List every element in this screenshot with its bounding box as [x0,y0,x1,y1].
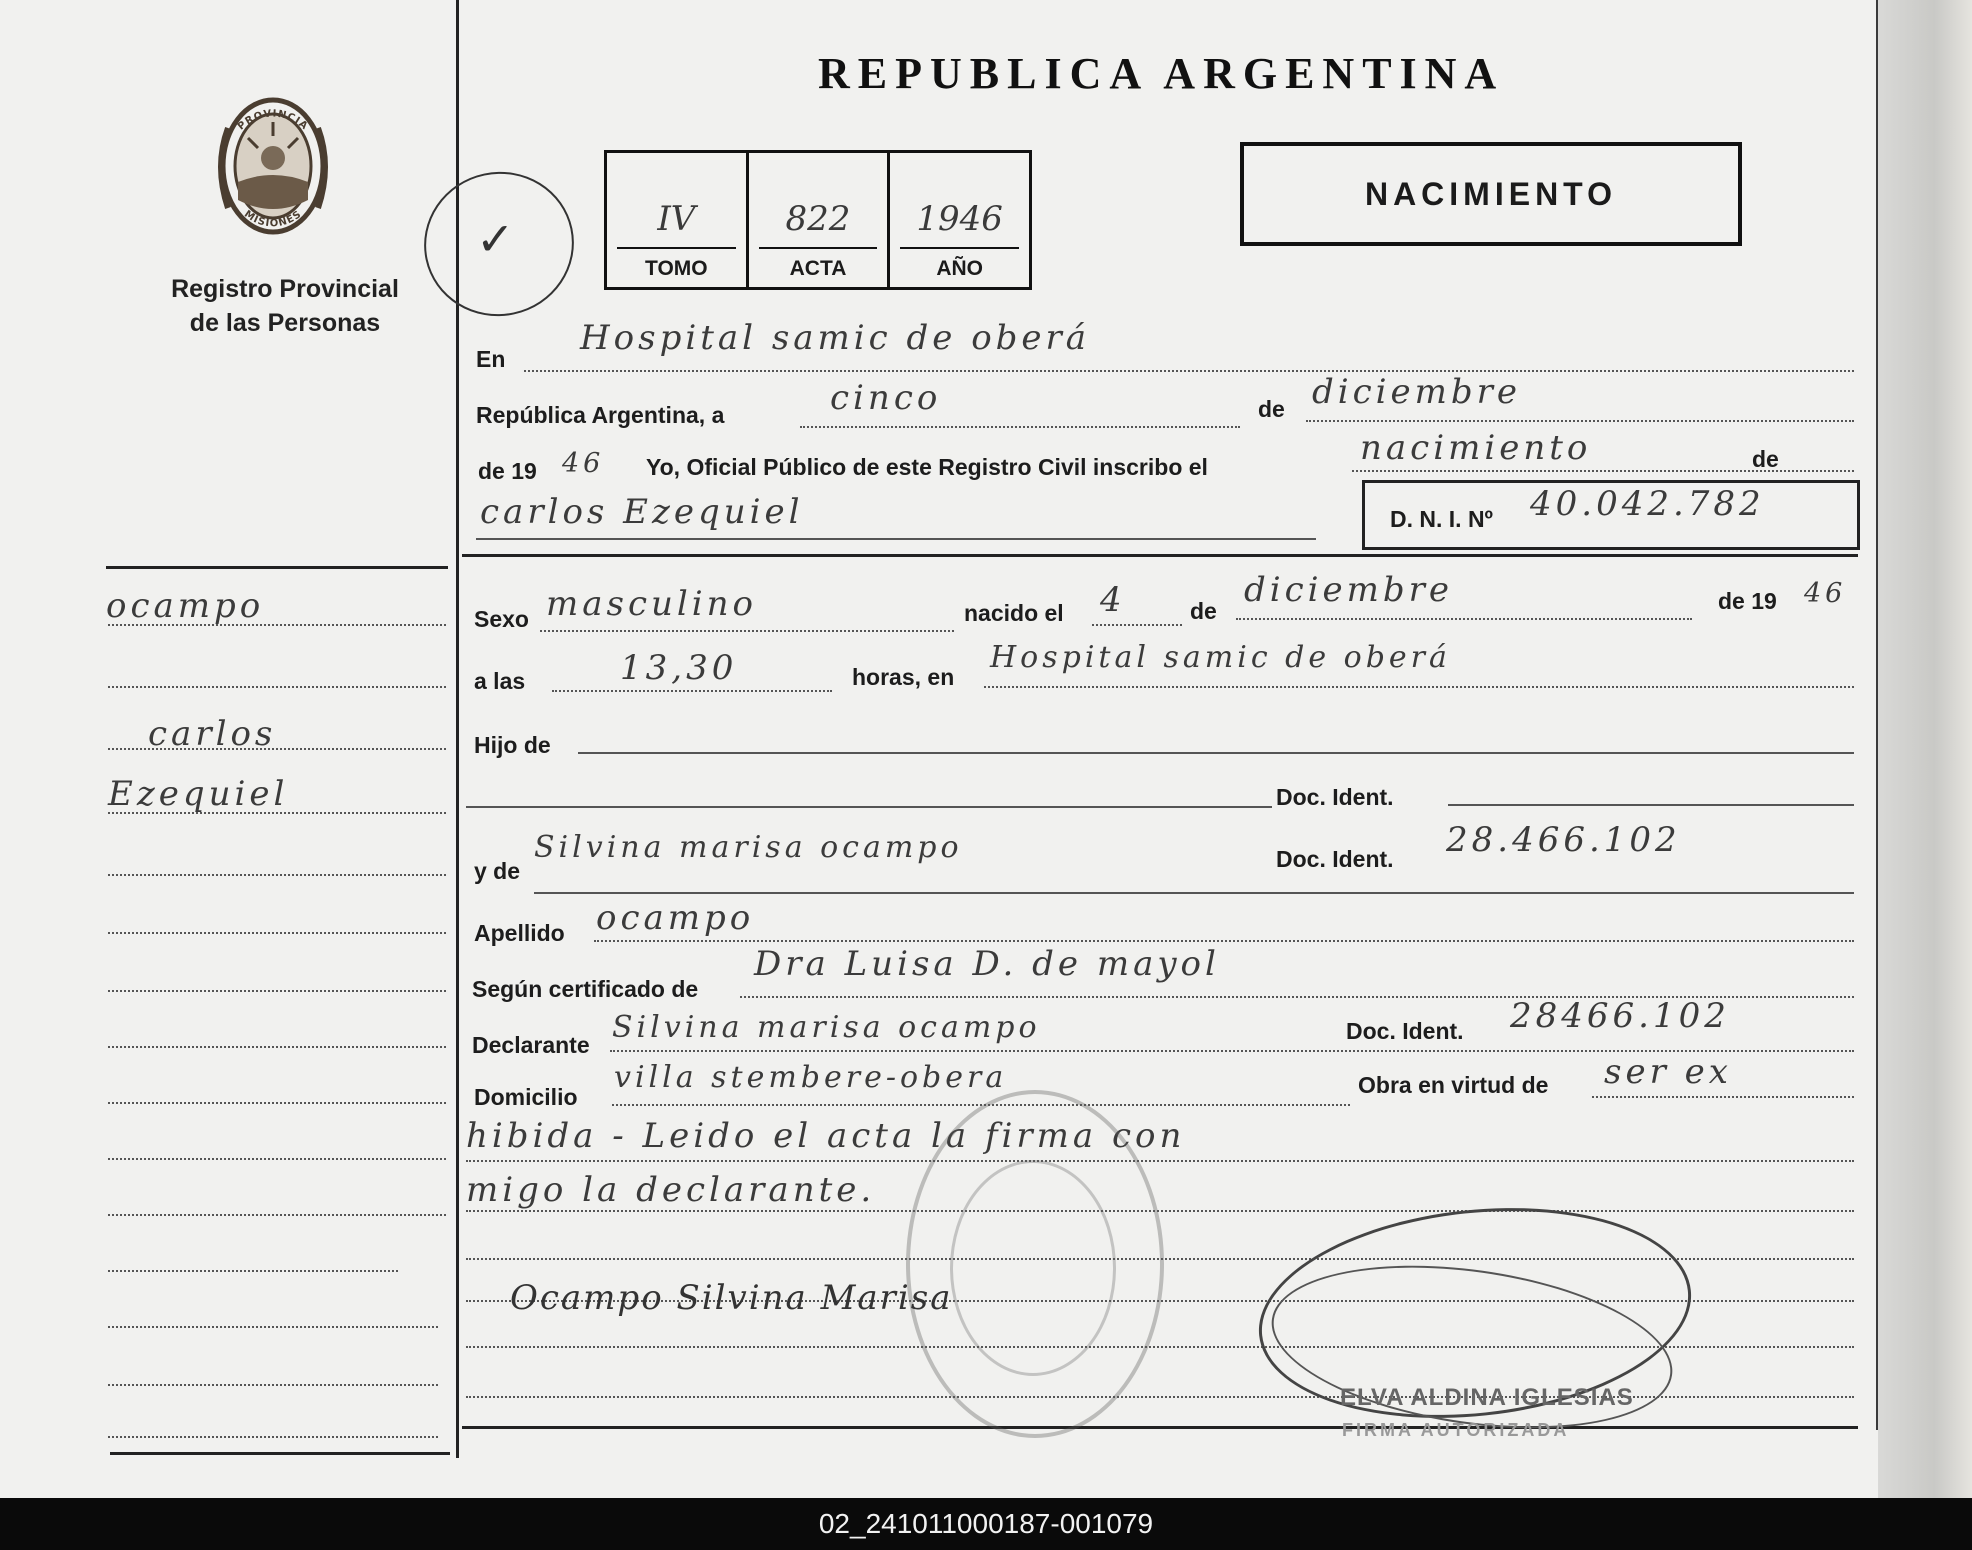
page-edge [1878,0,1972,1498]
registry-office-line1: Registro Provincial [171,275,399,303]
line-basis [1592,1096,1854,1098]
label-domicilio: Domicilio [474,1084,578,1110]
label-de-19: de 19 [478,458,537,484]
line-father-doc [1448,804,1854,806]
acta-label: ACTA [789,257,847,280]
value-month: diciembre [1312,372,1522,412]
margin-line [108,932,446,934]
margin-line [108,686,446,688]
value-dni: 40.042.782 [1530,484,1765,524]
value-sex: masculino [546,584,758,624]
margin-line [108,1326,438,1328]
label-dni: D. N. I. Nº [1390,506,1493,532]
document-type-box: NACIMIENTO [1240,142,1742,246]
line-text1 [466,1160,1854,1162]
form-bottom-rule [462,1426,1858,1429]
right-border-line [1876,0,1878,1430]
value-certificate: Dra Luisa D. de mayol [754,944,1220,984]
line-hour [552,690,832,692]
ano-value: 1946 [916,199,1003,239]
margin-line [108,1158,446,1160]
line-surname [594,940,1854,942]
value-hour: 13,30 [620,648,738,688]
value-year-short: 46 [562,448,605,479]
line-sexo [540,630,954,632]
line-birth-day [1092,624,1182,626]
value-event: nacimiento [1360,428,1592,468]
label-en: En [476,346,506,372]
value-address: villa stembere-obera [614,1060,1008,1095]
label-nacido-el: nacido el [964,600,1064,626]
line-event [1352,470,1854,472]
svg-text:PROVINCIA [236,108,310,132]
line-father [466,806,1272,808]
margin-second-name: Ezequiel [108,774,289,814]
label-a-las: a las [474,668,526,694]
tomo-separator [617,247,736,249]
official-name: ELVA ALDINA IGLESIAS [1340,1384,1634,1411]
label-de: de [1258,396,1285,422]
margin-line [108,1436,438,1438]
label-horas-en: horas, en [852,664,955,690]
label-de-month: de [1190,598,1217,624]
ano-cell [890,153,1029,287]
checkmark-icon: ✓ [476,212,515,266]
label-de-19-birth: de 19 [1718,588,1777,614]
margin-line [108,990,446,992]
label-segun-certificado: Según certificado de [472,976,699,1002]
value-mother-doc: 28.466.102 [1446,820,1681,860]
margin-line [108,1384,438,1386]
section-divider [462,554,1858,557]
line-birth-month [1236,618,1692,620]
tomo-value: IV [657,199,696,239]
label-y-de: y de [474,858,521,884]
left-column-rule [106,566,448,569]
book-reference-table [604,150,1032,290]
value-declarant-doc: 28466.102 [1510,996,1730,1036]
registry-office-line2: de las Personas [189,309,381,337]
official-role: FIRMA AUTORIZADA [1342,1420,1570,1440]
line-birth-place [984,686,1854,688]
margin-line [108,1214,446,1216]
country-title: REPUBLICA ARGENTINA [818,49,1505,98]
label-yo-oficial: Yo, Oficial Público de este Registro Civil inscribo el [646,454,1208,480]
value-birth-day: 4 [1100,580,1126,620]
left-column-bottom-rule [110,1452,450,1455]
label-obra-en-virtud: Obra en virtud de [1358,1072,1549,1098]
crest-bottom-text: MISIONES [241,208,305,230]
registry-office-name [130,272,440,340]
margin-line [108,1102,446,1104]
label-declarante: Declarante [472,1032,590,1058]
acta-separator [759,247,878,249]
acta-value: 822 [785,199,851,239]
value-birth-place: Hospital samic de oberá [990,640,1451,675]
tomo-label: TOMO [645,257,708,280]
tomo-cell [607,153,749,287]
line-name [476,538,1316,540]
official-seal-inner [950,1160,1116,1376]
value-text-line2: migo la declarante. [466,1170,876,1210]
value-place: Hospital samic de oberá [580,318,1091,358]
line-hijo-de [578,752,1854,754]
margin-first-name: carlos [148,714,277,754]
value-birth-year: 46 [1804,578,1847,609]
label-doc-ident-mother: Doc. Ident. [1276,846,1394,872]
value-birth-month: diciembre [1244,570,1454,610]
value-declarant: Silvina marisa ocampo [612,1010,1041,1045]
margin-surname: ocampo [106,586,265,626]
label-doc-ident-declarant: Doc. Ident. [1346,1018,1464,1044]
acta-cell [749,153,891,287]
label-hijo-de: Hijo de [474,732,551,758]
label-doc-ident-father: Doc. Ident. [1276,784,1394,810]
value-name: carlos Ezequiel [480,492,804,532]
line-month [1306,420,1854,422]
value-surname: ocampo [596,898,755,938]
value-mother: Silvina marisa ocampo [534,830,963,865]
line-day [800,426,1240,428]
crest-text [208,88,338,244]
line-text2 [466,1210,1854,1212]
line-mother [534,892,1854,894]
label-apellido: Apellido [474,920,565,946]
value-basis: ser ex [1604,1052,1732,1092]
value-text-line1: hibida - Leido el acta la firma con [466,1116,1186,1156]
margin-line [108,1270,398,1272]
declarant-signature: Ocampo Silvina Marisa [510,1278,953,1318]
margin-line [108,1046,446,1048]
ano-label: AÑO [936,257,984,280]
crest-top-text: PROVINCIA [235,108,311,133]
margin-line [108,874,446,876]
value-day: cinco [830,378,942,418]
label-de-end: de [1752,446,1779,472]
line-en [524,370,1854,372]
scan-identifier: 02_241011000187-001079 [0,1498,1972,1550]
svg-text:MISIONES [242,209,304,230]
label-republica: República Argentina, a [476,402,725,428]
ano-separator [900,247,1019,249]
label-sexo: Sexo [474,606,529,632]
